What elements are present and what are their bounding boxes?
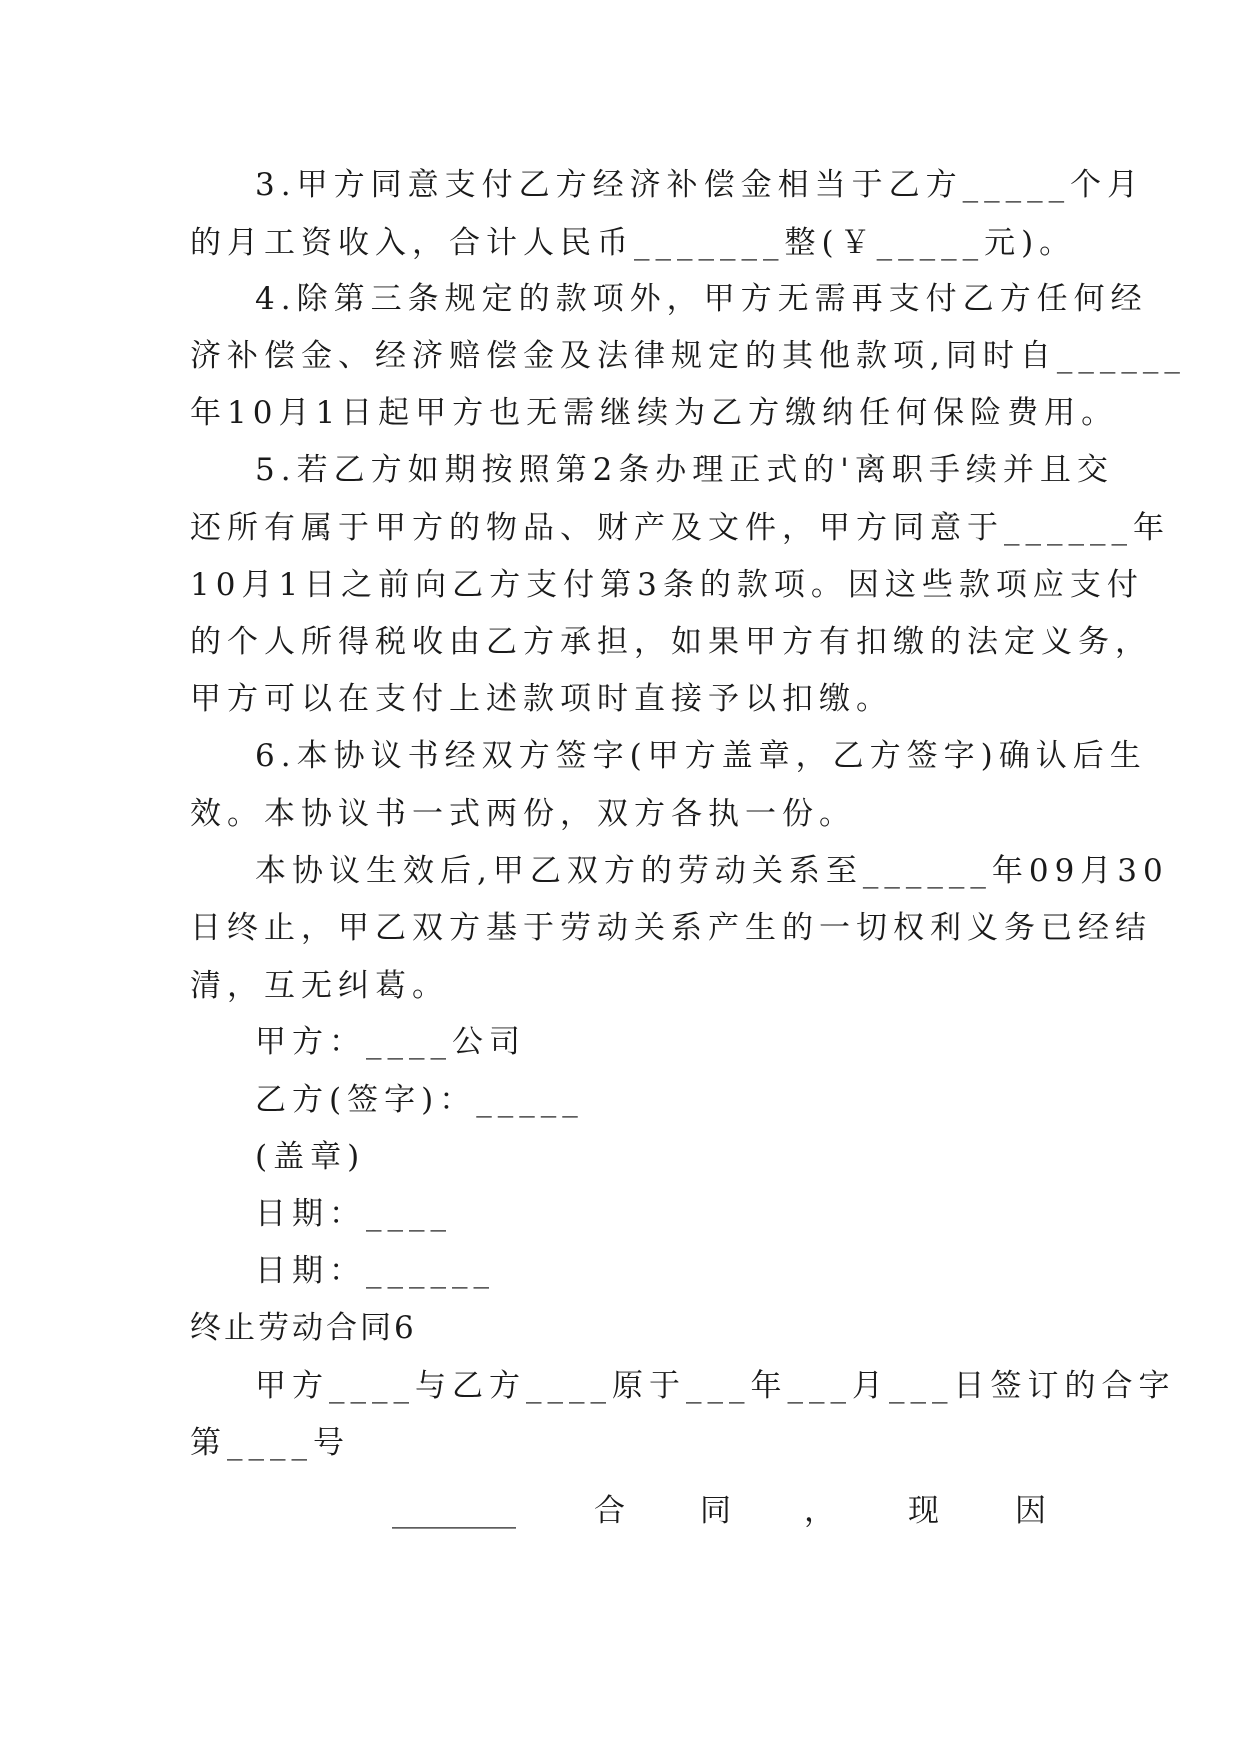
clause-4-line-1: 4.除第三条规定的款项外，甲方无需再支付乙方任何经	[255, 281, 1148, 317]
termination-line-2: 日终止，甲乙双方基于劳动关系产生的一切权利义务已经结	[190, 910, 1152, 946]
clause-5-line-3: 10月1日之前向乙方支付第3条的款项。因这些款项应支付	[190, 567, 1144, 603]
clause-5-line-4: 的个人所得税收由乙方承担，如果甲方有扣缴的法定义务，	[190, 624, 1152, 660]
clause-3-line-1: 3.甲方同意支付乙方经济补偿金相当于乙方_____个月	[255, 167, 1145, 203]
justified-char-1: 合	[594, 1493, 625, 1529]
termination-line-1: 本协议生效后,甲乙双方的劳动关系至______年09月30	[255, 853, 1169, 889]
clause-5-line-5: 甲方可以在支付上述款项时直接予以扣缴。	[190, 681, 893, 717]
section-heading: 终止劳动合同6	[190, 1310, 417, 1346]
contract-number-blank: ________	[392, 1493, 516, 1529]
clause-5-line-2: 还所有属于甲方的物品、财产及文件，甲方同意于______年	[190, 510, 1170, 546]
seal-label: (盖章)	[255, 1139, 366, 1175]
clause-6-line-2: 效。本协议书一式两份，双方各执一份。	[190, 796, 856, 832]
contract-intro-line-2: 第____号	[190, 1425, 350, 1461]
termination-line-3: 清，互无纠葛。	[190, 968, 449, 1004]
justified-char-5: 因	[1015, 1493, 1046, 1529]
date-line-1: 日期：____	[255, 1196, 452, 1232]
party-b-signature: 乙方(签字)：_____	[255, 1082, 584, 1118]
justified-char-2: 同	[700, 1493, 731, 1529]
clause-4-line-2: 济补偿金、经济赔偿金及法律规定的其他款项,同时自______	[190, 338, 1186, 374]
date-line-2: 日期：______	[255, 1253, 495, 1289]
clause-3-line-2: 的月工资收入，合计人民币_______整(￥_____元)。	[190, 225, 1077, 261]
party-a-signature: 甲方：____公司	[255, 1024, 526, 1060]
clause-5-line-1: 5.若乙方如期按照第2条办理正式的'离职手续并且交	[255, 452, 1114, 488]
justified-char-3: ，	[804, 1493, 835, 1529]
justified-char-4: 现	[908, 1493, 939, 1529]
clause-4-line-3: 年10月1日起甲方也无需继续为乙方缴纳任何保险费用。	[190, 395, 1119, 431]
contract-intro-line-1: 甲方____与乙方____原于___年___月___日签订的合字	[255, 1368, 1176, 1404]
clause-6-line-1: 6.本协议书经双方签字(甲方盖章，乙方签字)确认后生	[255, 738, 1147, 774]
